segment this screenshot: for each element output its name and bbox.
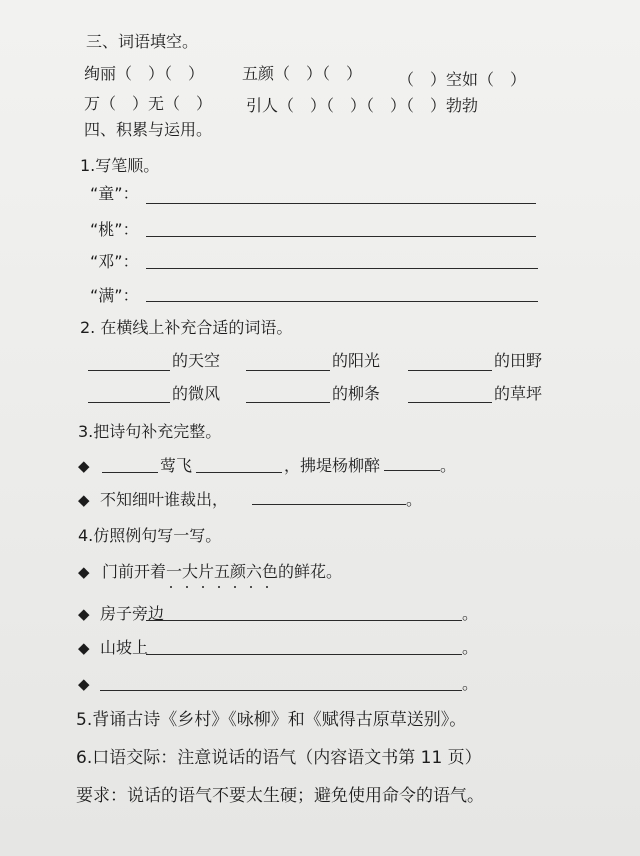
q6-text: 6.口语交际：注意说话的语气（内容语文书第 11 页） <box>76 748 482 768</box>
emphasis-dot <box>170 586 172 588</box>
phrase-suffix: 的田野 <box>494 351 543 370</box>
phrase-suffix: 的柳条 <box>332 384 381 403</box>
q5-text: 5.背诵古诗《乡村》《咏柳》和《赋得古原草送别》。 <box>76 710 467 730</box>
poem-punct: 。 <box>440 456 457 475</box>
blank-line[interactable] <box>146 620 462 621</box>
stroke-order-line[interactable] <box>146 268 538 269</box>
requirement-text: 要求：说话的语气不要太生硬；避免使用命令的语气。 <box>76 786 484 806</box>
emphasis-dot <box>250 586 252 588</box>
example-sentence: 门前开着一大片五颜六色的鲜花。 <box>102 562 343 581</box>
poem-punct: 。 <box>406 490 423 509</box>
emphasis-dot <box>186 586 188 588</box>
blank-line[interactable] <box>246 370 330 371</box>
stroke-char-label: “童”： <box>90 184 139 203</box>
q4-title: 4.仿照例句写一写。 <box>78 526 222 545</box>
phrase-suffix: 的微风 <box>172 384 221 403</box>
poem-text: 不知细叶谁裁出， <box>100 490 229 509</box>
diamond-bullet-icon: ◆ <box>78 457 90 475</box>
section-3-title: 三、词语填空。 <box>86 32 199 51</box>
poem-text: 莺飞 <box>160 456 193 475</box>
emphasis-dot <box>266 586 268 588</box>
stroke-char-label: “满”： <box>90 286 139 305</box>
blank-line[interactable] <box>246 402 330 403</box>
blank-line[interactable] <box>100 690 462 691</box>
phrase-suffix: 的天空 <box>172 351 221 370</box>
diamond-bullet-icon: ◆ <box>78 639 90 657</box>
blank-line[interactable] <box>102 472 158 473</box>
phrase-suffix: 的阳光 <box>332 351 381 370</box>
blank-line[interactable] <box>146 654 462 655</box>
blank-line[interactable] <box>384 470 440 471</box>
q1-title: 1.写笔顺。 <box>80 156 160 175</box>
sentence-end: 。 <box>462 638 479 657</box>
q2-title: 2. 在横线上补充合适的词语。 <box>80 318 293 337</box>
diamond-bullet-icon: ◆ <box>78 605 90 623</box>
stroke-order-line[interactable] <box>146 203 536 204</box>
fill-item: （ ）空如（ ） <box>398 70 527 89</box>
prompt-text: 房子旁边 <box>100 604 165 623</box>
blank-line[interactable] <box>252 504 406 505</box>
section-4-title: 四、积累与运用。 <box>84 120 213 139</box>
prompt-text: 山坡上 <box>100 638 149 657</box>
fill-item: 绚丽（ ）（ ） <box>84 64 205 83</box>
fill-item: 五颜（ ）（ ） <box>242 64 363 83</box>
sentence-end: 。 <box>462 604 479 623</box>
emphasis-dot <box>218 586 220 588</box>
diamond-bullet-icon: ◆ <box>78 675 90 693</box>
phrase-suffix: 的草坪 <box>494 384 543 403</box>
blank-line[interactable] <box>408 370 492 371</box>
q3-title: 3.把诗句补充完整。 <box>78 422 222 441</box>
blank-line[interactable] <box>88 370 170 371</box>
sentence-end: 。 <box>462 674 479 693</box>
stroke-char-label: “邓”： <box>90 252 139 271</box>
fill-item: 引人（ ）（ ）（ ）（ ）勃勃 <box>246 96 479 115</box>
stroke-order-line[interactable] <box>146 301 538 302</box>
fill-item: 万（ ）无（ ） <box>84 94 213 113</box>
diamond-bullet-icon: ◆ <box>78 491 90 509</box>
stroke-order-line[interactable] <box>146 236 536 237</box>
emphasis-dot <box>202 586 204 588</box>
blank-line[interactable] <box>408 402 492 403</box>
emphasis-dot <box>234 586 236 588</box>
blank-line[interactable] <box>196 472 282 473</box>
diamond-bullet-icon: ◆ <box>78 563 90 581</box>
stroke-char-label: “桃”： <box>90 220 139 239</box>
blank-line[interactable] <box>88 402 170 403</box>
poem-text: ，拂堤杨柳醉 <box>284 456 381 475</box>
